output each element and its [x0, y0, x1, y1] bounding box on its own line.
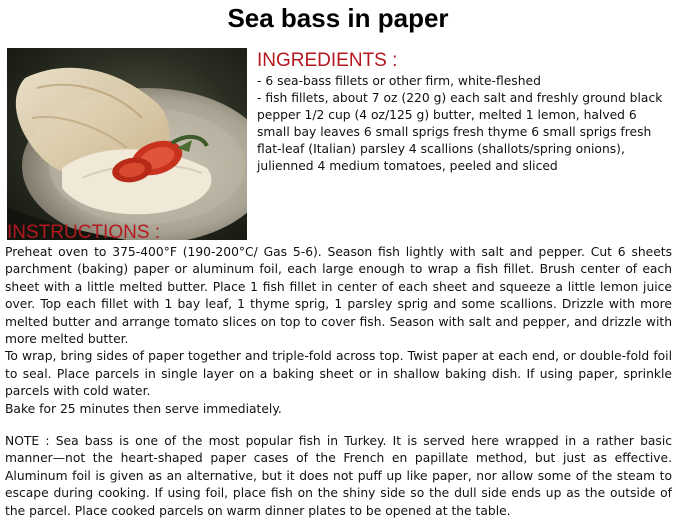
ingredients-heading: INGREDIENTS :	[257, 50, 398, 71]
instruction-paragraph: Preheat oven to 375-400°F (190-200°C/ Gas 5-6). Season fish lightly with salt and pepper. Cut 6 sheets parchment (baking) paper or aluminum foil, each large enough to wrap a fish fillet. Brush center of each sheet with a little melted butter. Place 1 fish fillet in center of each sheet and squeeze a little lemon juice over. Top each fillet with 1 bay leaf, 1 thyme sprig, 1 parsley sprig and some scallions. Drizzle with more melted butter and arrange tomato slices on top to cover fish. Season with salt and pepper, and drizzle with more melted butter.	[5, 245, 672, 347]
ingredients-list	[257, 73, 667, 175]
instructions-heading: INSTRUCTIONS :	[7, 222, 161, 243]
instruction-paragraph: Bake for 25 minutes then serve immediately.	[5, 401, 282, 416]
page-title: Sea bass in paper	[227, 3, 449, 33]
instructions-body	[5, 244, 672, 418]
dish-illustration	[7, 48, 247, 240]
ingredient-line: - fish fillets, about 7 oz (220 g) each salt and freshly ground black pepper 1/2 cup (4 oz/125 g) butter, melted 1 lemon, halved 6 small bay leaves 6 small sprigs fresh thyme 6 small sprigs fresh flat-leaf (Italian) parsley 4 scallions (shallots/spring onions), julienned 4 medium tomatoes, peeled and sliced	[257, 91, 663, 173]
note-paragraph: NOTE : Sea bass is one of the most popular fish in Turkey. It is served here wrapped in a rather basic manner—not the heart-shaped paper cases of the French en papillate method, but just as effective. Aluminum foil is given as an alternative, but it does not puff up like paper, nor allow some of the steam to escape during cooking. If using foil, place fish on the shiny side so the dull side ends up as the outside of the parcel. Place cooked parcels on warm dinner plates to be opened at the table.	[5, 434, 672, 518]
dish-photo	[7, 48, 247, 240]
ingredient-line: - 6 sea-bass fillets or other firm, white-fleshed	[257, 74, 541, 88]
instruction-paragraph: To wrap, bring sides of paper together and triple-fold across top. Twist paper at each end, or double-fold foil to seal. Place parcels in single layer on a baking sheet or in shallow baking dish. If using paper, sprinkle parcels with cold water.	[5, 349, 672, 399]
